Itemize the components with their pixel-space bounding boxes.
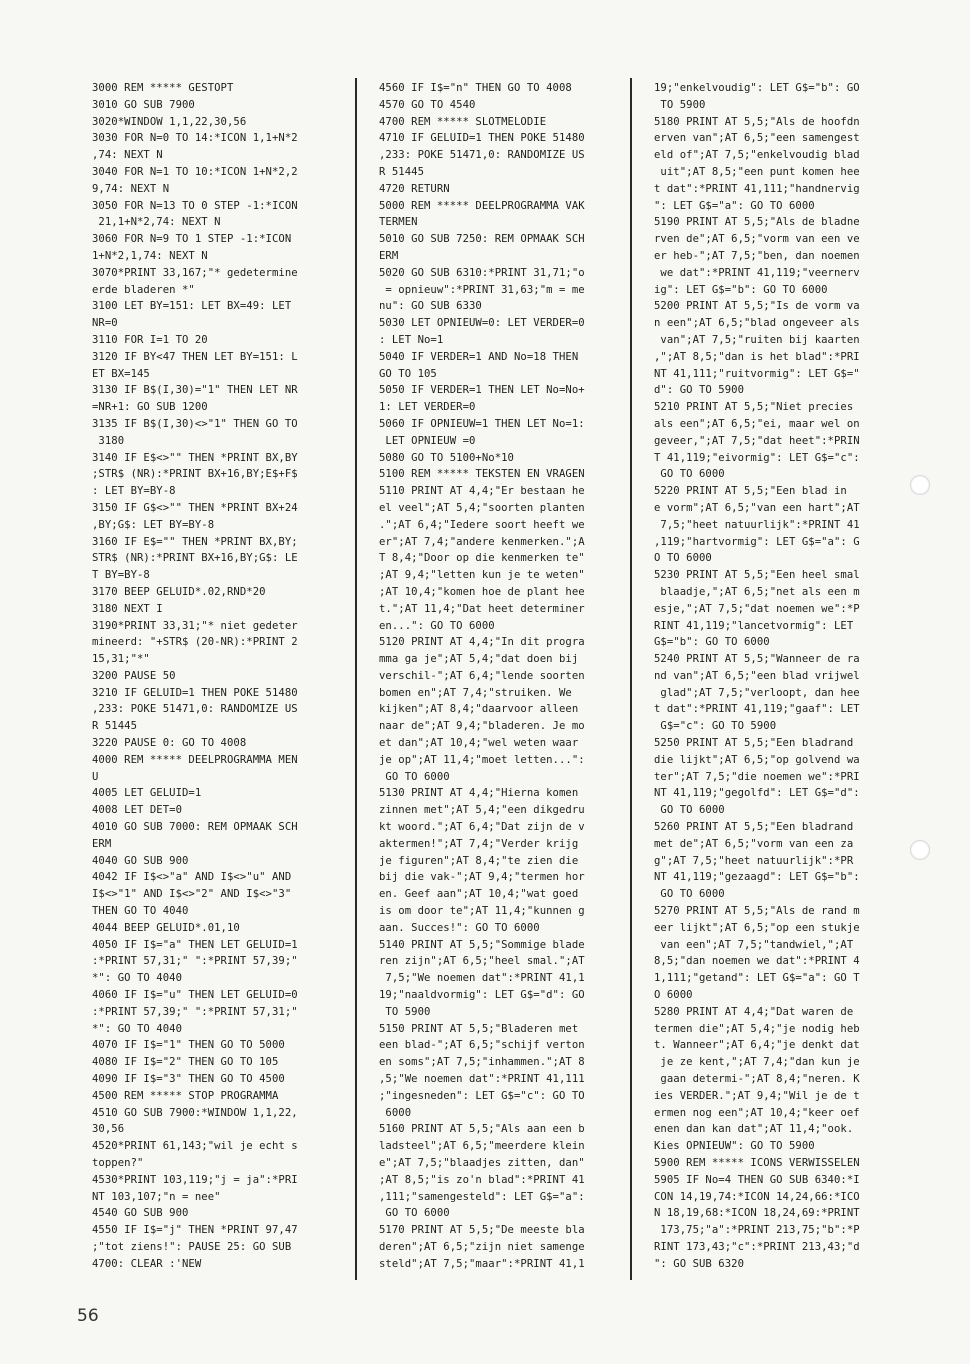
code-line: ": GO SUB 6320 bbox=[654, 1257, 744, 1270]
code-line: 5230 PRINT AT 5,5;"Een heel smal bbox=[654, 569, 860, 582]
code-line: :*PRINT 57,31;" ":*PRINT 57,39;" bbox=[92, 955, 298, 968]
code-line: en soms";AT 7,5;"inhammen.";AT 8 bbox=[379, 1056, 585, 1069]
code-line: toppen?" bbox=[92, 1157, 144, 1169]
code-line: er";AT 7,4;"andere kenmerken.";A bbox=[379, 535, 585, 548]
code-line: e vorm";AT 6,5;"van een hart";AT bbox=[654, 501, 860, 514]
code-line: GO TO 6000 bbox=[654, 804, 725, 817]
code-line: t dat":*PRINT 41,111;"handnervig bbox=[654, 182, 860, 195]
code-line: 5170 PRINT AT 5,5;"De meeste bla bbox=[379, 1224, 585, 1237]
code-line: STR$ (NR):*PRINT BX+16,BY;G$: LE bbox=[92, 552, 298, 565]
code-line: bij die vak-";AT 9,4;"termen hor bbox=[379, 871, 585, 884]
code-line: GO TO 6000 bbox=[379, 1207, 450, 1220]
code-line: ERM bbox=[379, 249, 399, 262]
code-line: 173,75;"a":*PRINT 213,75;"b":*P bbox=[654, 1224, 860, 1237]
code-line: 5905 IF No=4 THEN GO SUB 6340:*I bbox=[654, 1173, 860, 1186]
code-line: t dat":*PRINT 41,119;"gaaf": LET bbox=[654, 703, 860, 716]
code-line: T 8,4;"Door op die kenmerken te" bbox=[379, 552, 585, 565]
code-line: ;"tot ziens!": PAUSE 25: GO SUB bbox=[92, 1240, 292, 1253]
code-line: *": GO TO 4040 bbox=[92, 1022, 182, 1035]
code-line: 3010 GO SUB 7900 bbox=[92, 98, 195, 111]
code-line: ;AT 8,5;"is zo'n blad":*PRINT 41 bbox=[379, 1173, 585, 1186]
code-line: verschil-";AT 6,4;"lende soorten bbox=[379, 669, 585, 682]
code-line: GO TO 6000 bbox=[654, 888, 725, 901]
code-line: 7,5;"heet natuurlijk":*PRINT 41 bbox=[654, 518, 860, 531]
code-line: 7,5;"We noemen dat":*PRINT 41,1 bbox=[379, 972, 585, 985]
code-line: 3200 PAUSE 50 bbox=[92, 669, 176, 682]
code-line: G$="c": GO TO 5900 bbox=[654, 720, 777, 733]
code-line: G$="b": GO TO 6000 bbox=[654, 636, 770, 649]
code-line: 3030 FOR N=0 TO 14:*ICON 1,1+N*2 bbox=[92, 132, 298, 145]
code-line: bomen en";AT 7,4;"struiken. We bbox=[379, 686, 572, 699]
code-line: 5900 REM ***** ICONS VERWISSELEN bbox=[654, 1157, 860, 1169]
code-line: 5000 REM ***** DEELPROGRAMMA VAK bbox=[379, 199, 585, 212]
code-line: RINT 41,119;"lancetvormig": LET bbox=[654, 619, 854, 632]
code-line: el veel";AT 5,4;"soorten planten bbox=[379, 501, 585, 514]
code-line: T 41,119;"eivormig": LET G$="c": bbox=[654, 451, 860, 464]
code-line: we dat":*PRINT 41,119;"veernerv bbox=[654, 266, 860, 279]
code-line: 19;"naaldvormig": LET G$="d": GO bbox=[379, 989, 585, 1002]
code-line: 3135 IF B$(I,30)<>"1" THEN GO TO bbox=[92, 417, 298, 430]
code-line: 5010 GO SUB 7250: REM OPMAAK SCH bbox=[379, 233, 585, 246]
code-line: : LET No=1 bbox=[379, 333, 444, 346]
code-line: 19;"enkelvoudig": LET G$="b": GO bbox=[654, 82, 860, 94]
code-line: ,";AT 8,5;"dan is het blad":*PRI bbox=[654, 350, 860, 363]
code-line: 3210 IF GELUID=1 THEN POKE 51480 bbox=[92, 686, 298, 699]
code-line: g";AT 7,5;"heet natuurlijk":*PR bbox=[654, 854, 854, 867]
code-line: 4005 LET GELUID=1 bbox=[92, 787, 202, 800]
code-line: nu": GO SUB 6330 bbox=[379, 300, 482, 313]
code-line: 5160 PRINT AT 5,5;"Als aan een b bbox=[379, 1123, 585, 1136]
code-line: 1+N*2,1,74: NEXT N bbox=[92, 249, 208, 262]
code-line: GO TO 6000 bbox=[654, 468, 725, 481]
code-line: T BY=BY-8 bbox=[92, 569, 150, 582]
code-line: is om door te";AT 11,4;"kunnen g bbox=[379, 905, 585, 918]
code-line: 5080 GO TO 5100+No*10 bbox=[379, 451, 514, 464]
listing-column-3 bbox=[654, 80, 860, 1273]
code-line: 5060 IF OPNIEUW=1 THEN LET No=1: bbox=[379, 417, 585, 430]
code-line: naar de";AT 9,4;"bladeren. Je mo bbox=[379, 720, 585, 733]
code-line: mineerd: "+STR$ (20-NR):*PRINT 2 bbox=[92, 636, 298, 649]
code-line: R 51445 bbox=[379, 165, 424, 178]
code-line: RINT 173,43;"c":*PRINT 213,43;"d bbox=[654, 1240, 860, 1253]
code-line: 4540 GO SUB 900 bbox=[92, 1207, 189, 1220]
code-line: CON 14,19,74:*ICON 14,24,66:*ICO bbox=[654, 1190, 860, 1203]
code-line: *": GO TO 4040 bbox=[92, 972, 182, 985]
code-line: ;"ingesneden": LET G$="c": GO TO bbox=[379, 1089, 585, 1102]
code-line: enen dan kan dat";AT 11,4;"ook. bbox=[654, 1123, 854, 1136]
code-line: 3040 FOR N=1 TO 10:*ICON 1+N*2,2 bbox=[92, 165, 298, 178]
code-line: 4040 GO SUB 900 bbox=[92, 854, 189, 867]
code-line: 30,56 bbox=[92, 1123, 125, 1136]
code-line: 1,111;"getand": LET G$="a": GO T bbox=[654, 972, 860, 985]
code-line: ;AT 10,4;"komen hoe de plant hee bbox=[379, 585, 585, 598]
code-line: 3220 PAUSE 0: GO TO 4008 bbox=[92, 737, 247, 750]
code-line: 4070 IF I$="1" THEN GO TO 5000 bbox=[92, 1039, 285, 1052]
punch-hole bbox=[910, 475, 930, 495]
code-line: 4042 IF I$<>"a" AND I$<>"u" AND bbox=[92, 871, 292, 884]
code-line: NT 41,111;"ruitvormig": LET G$=" bbox=[654, 367, 860, 380]
code-line: t. Wanneer";AT 6,4;"je denkt dat bbox=[654, 1039, 860, 1052]
code-line: 5240 PRINT AT 5,5;"Wanneer de ra bbox=[654, 653, 860, 666]
code-line: 15,31;"*" bbox=[92, 653, 150, 666]
code-line: 3160 IF E$="" THEN *PRINT BX,BY; bbox=[92, 535, 298, 548]
code-line: ,233: POKE 51471,0: RANDOMIZE US bbox=[379, 149, 585, 162]
code-line: ,5;"We noemen dat":*PRINT 41,111 bbox=[379, 1073, 585, 1086]
code-line: 5200 PRINT AT 5,5;"Is de vorm va bbox=[654, 300, 860, 313]
code-line: TO 5900 bbox=[654, 98, 706, 111]
code-line: van";AT 7,5;"ruiten bij kaarten bbox=[654, 333, 860, 346]
code-line: je figuren";AT 8,4;"te zien die bbox=[379, 854, 579, 867]
code-line: O 6000 bbox=[654, 989, 693, 1002]
code-line: 5100 REM ***** TEKSTEN EN VRAGEN bbox=[379, 468, 585, 481]
code-line: nd van";AT 6,5;"een blad vrijwel bbox=[654, 669, 860, 682]
code-line: 3180 NEXT I bbox=[92, 602, 163, 615]
code-line: ermen nog een";AT 10,4;"keer oef bbox=[654, 1106, 860, 1119]
code-line: ;AT 9,4;"letten kun je te weten" bbox=[379, 569, 585, 582]
code-line: ERM bbox=[92, 837, 112, 850]
code-line: I$<>"1" AND I$<>"2" AND I$<>"3" bbox=[92, 888, 292, 901]
code-line: TERMEN bbox=[379, 216, 418, 229]
code-line: 3050 FOR N=13 TO 0 STEP -1:*ICON bbox=[92, 199, 298, 212]
code-line: NT 41,119;"gezaagd": LET G$="b": bbox=[654, 871, 860, 884]
code-line: 3060 FOR N=9 TO 1 STEP -1:*ICON bbox=[92, 233, 292, 246]
code-line: deren";AT 6,5;"zijn niet samenge bbox=[379, 1240, 585, 1253]
code-line: 4060 IF I$="u" THEN LET GELUID=0 bbox=[92, 989, 298, 1002]
code-line: eld of";AT 7,5;"enkelvoudig blad bbox=[654, 149, 860, 162]
code-line: 4530*PRINT 103,119;"j = ja":*PRI bbox=[92, 1173, 298, 1186]
code-line: 3000 REM ***** GESTOPT bbox=[92, 82, 234, 94]
code-line: en...": GO TO 6000 bbox=[379, 619, 495, 632]
code-line: kt woord.";AT 6,4;"Dat zijn de v bbox=[379, 821, 585, 834]
code-line: n een";AT 6,5;"blad ongeveer als bbox=[654, 317, 860, 330]
code-line: 4080 IF I$="2" THEN GO TO 105 bbox=[92, 1056, 279, 1069]
code-line: 4520*PRINT 61,143;"wil je echt s bbox=[92, 1140, 298, 1153]
code-line: 5040 IF VERDER=1 AND No=18 THEN bbox=[379, 350, 579, 363]
code-line: 4500 REM ***** STOP PROGRAMMA bbox=[92, 1089, 279, 1102]
code-line: glad";AT 7,5;"verloopt, dan hee bbox=[654, 686, 860, 699]
code-line: geveer,";AT 7,5;"dat heet":*PRIN bbox=[654, 434, 860, 447]
code-line: ig": LET G$="b": GO TO 6000 bbox=[654, 283, 828, 296]
code-line: 3170 BEEP GELUID*.02,RND*20 bbox=[92, 585, 266, 598]
code-line: O TO 6000 bbox=[654, 552, 712, 565]
code-line: 8,5;"dan noemen we dat":*PRINT 4 bbox=[654, 955, 860, 968]
code-line: 5270 PRINT AT 5,5;"Als de rand m bbox=[654, 905, 860, 918]
code-line: 4008 LET DET=0 bbox=[92, 804, 182, 817]
code-line: 5110 PRINT AT 4,4;"Er bestaan he bbox=[379, 485, 585, 498]
code-line: ,111;"samengesteld": LET G$="a": bbox=[379, 1190, 585, 1203]
code-line: U bbox=[92, 770, 99, 783]
code-line: 4000 REM ***** DEELPROGRAMMA MEN bbox=[92, 753, 298, 766]
column-divider bbox=[630, 78, 632, 1280]
code-line: die lijkt";AT 6,5;"op golvend wa bbox=[654, 753, 860, 766]
code-line: 3180 bbox=[92, 434, 125, 447]
code-line: NR=0 bbox=[92, 317, 118, 330]
code-line: 4560 IF I$="n" THEN GO TO 4008 bbox=[379, 82, 572, 94]
code-line: 3100 LET BY=151: LET BX=49: LET bbox=[92, 300, 292, 313]
code-line: d": GO TO 5900 bbox=[654, 384, 744, 397]
code-line: erde bladeren *" bbox=[92, 283, 195, 296]
code-line: ,74: NEXT N bbox=[92, 149, 163, 162]
code-line: 4090 IF I$="3" THEN GO TO 4500 bbox=[92, 1073, 285, 1086]
code-line: .";AT 6,4;"Iedere soort heeft we bbox=[379, 518, 585, 531]
code-line: 3140 IF E$<>"" THEN *PRINT BX,BY bbox=[92, 451, 298, 464]
code-line: 4710 IF GELUID=1 THEN POKE 51480 bbox=[379, 132, 585, 145]
code-line: 5210 PRINT AT 5,5;"Niet precies bbox=[654, 401, 854, 414]
code-line: met de";AT 6,5;"vorm van een za bbox=[654, 837, 854, 850]
code-line: 3120 IF BY<47 THEN LET BY=151: L bbox=[92, 350, 298, 363]
code-line: uit";AT 8,5;"een punt komen hee bbox=[654, 165, 860, 178]
column-divider bbox=[355, 78, 357, 1280]
code-line: NT 103,107;"n = nee" bbox=[92, 1190, 221, 1203]
code-line: ,119;"hartvormig": LET G$="a": G bbox=[654, 535, 860, 548]
listing-column-1 bbox=[92, 80, 298, 1273]
code-line: R 51445 bbox=[92, 720, 137, 733]
code-line: eer lijkt";AT 6,5;"op een stukje bbox=[654, 921, 860, 934]
code-line: 4010 GO SUB 7000: REM OPMAAK SCH bbox=[92, 821, 298, 834]
code-line: 5030 LET OPNIEUW=0: LET VERDER=0 bbox=[379, 317, 585, 330]
code-line: van een";AT 7,5;"tandwiel,";AT bbox=[654, 938, 854, 951]
code-line: 5120 PRINT AT 4,4;"In dit progra bbox=[379, 636, 585, 649]
code-line: 4044 BEEP GELUID*.01,10 bbox=[92, 921, 240, 934]
code-line: 4550 IF I$="j" THEN *PRINT 97,47 bbox=[92, 1224, 298, 1237]
code-line: 5280 PRINT AT 4,4;"Dat waren de bbox=[654, 1005, 854, 1018]
code-line: t.";AT 11,4;"Dat heet determiner bbox=[379, 602, 585, 615]
code-line: ET BX=145 bbox=[92, 367, 150, 380]
code-line: 5150 PRINT AT 5,5;"Bladeren met bbox=[379, 1022, 579, 1035]
code-line: aktermen!";AT 7,4;"Verder krijg bbox=[379, 837, 579, 850]
code-line: kijken";AT 8,4;"daarvoor alleen bbox=[379, 703, 579, 716]
code-line: 5260 PRINT AT 5,5;"Een bladrand bbox=[654, 821, 854, 834]
code-line: ,BY;G$: LET BY=BY-8 bbox=[92, 518, 215, 531]
listing-column-2 bbox=[379, 80, 585, 1273]
code-line: et dan";AT 10,4;"wel weten waar bbox=[379, 737, 579, 750]
code-line: 5130 PRINT AT 4,4;"Hierna komen bbox=[379, 787, 579, 800]
code-line: ,233: POKE 51471,0: RANDOMIZE US bbox=[92, 703, 298, 716]
code-line: en. Geef aan";AT 10,4;"wat goed bbox=[379, 888, 579, 901]
code-line: GO TO 6000 bbox=[379, 770, 450, 783]
code-line: ;STR$ (NR):*PRINT BX+16,BY;E$+F$ bbox=[92, 468, 298, 481]
code-line: er heb-";AT 7,5;"ben, dan noemen bbox=[654, 249, 860, 262]
code-line: 4720 RETURN bbox=[379, 182, 450, 195]
code-line: 3150 IF G$<>"" THEN *PRINT BX+24 bbox=[92, 501, 298, 514]
code-line: mma ga je";AT 5,4;"dat doen bij bbox=[379, 653, 579, 666]
code-line: esje,";AT 7,5;"dat noemen we":*P bbox=[654, 602, 860, 615]
code-line: steld";AT 7,5;"maar":*PRINT 41,1 bbox=[379, 1257, 585, 1270]
code-line: TO 5900 bbox=[379, 1005, 431, 1018]
code-line: e";AT 7,5;"blaadjes zitten, dan" bbox=[379, 1157, 585, 1169]
code-line: NT 41,119;"gegolfd": LET G$="d": bbox=[654, 787, 860, 800]
code-line: 4700 REM ***** SLOTMELODIE bbox=[379, 115, 547, 128]
code-line: ies VERDER.";AT 9,4;"Wil je de t bbox=[654, 1089, 860, 1102]
code-line: 9,74: NEXT N bbox=[92, 182, 170, 195]
code-line: je op";AT 11,4;"moet letten...": bbox=[379, 753, 585, 766]
code-line: 3110 FOR I=1 TO 20 bbox=[92, 333, 208, 346]
code-line: THEN GO TO 4040 bbox=[92, 905, 189, 918]
page-number: 56 bbox=[77, 1306, 99, 1326]
code-line: 4510 GO SUB 7900:*WINDOW 1,1,22, bbox=[92, 1106, 298, 1119]
code-line: erven van";AT 6,5;"een samengest bbox=[654, 132, 860, 145]
code-line: ": LET G$="a": GO TO 6000 bbox=[654, 199, 815, 212]
code-line: een blad-";AT 6,5;"schijf verton bbox=[379, 1039, 585, 1052]
code-line: 5250 PRINT AT 5,5;"Een bladrand bbox=[654, 737, 854, 750]
code-line: 4050 IF I$="a" THEN LET GELUID=1 bbox=[92, 938, 298, 951]
code-line: 5190 PRINT AT 5,5;"Als de bladne bbox=[654, 216, 860, 229]
code-line: GO TO 105 bbox=[379, 367, 437, 380]
code-line: :*PRINT 57,39;" ":*PRINT 57,31;" bbox=[92, 1005, 298, 1018]
code-line: zinnen met";AT 5,4;"een dikgedru bbox=[379, 804, 585, 817]
code-line: rven de";AT 6,5;"vorm van een ve bbox=[654, 233, 860, 246]
code-line: 5180 PRINT AT 5,5;"Als de hoofdn bbox=[654, 115, 860, 128]
code-line: N 18,19,68:*ICON 18,24,69:*PRINT bbox=[654, 1207, 860, 1220]
code-line: 4700: CLEAR :'NEW bbox=[92, 1257, 202, 1270]
code-line: 5020 GO SUB 6310:*PRINT 31,71;"o bbox=[379, 266, 585, 279]
code-line: 3070*PRINT 33,167;"* gedetermine bbox=[92, 266, 298, 279]
code-line: 5140 PRINT AT 5,5;"Sommige blade bbox=[379, 938, 585, 951]
code-line: je ze kent,";AT 7,4;"dan kun je bbox=[654, 1056, 860, 1069]
code-line: ter";AT 7,5;"die noemen we":*PRI bbox=[654, 770, 860, 783]
code-line: gaan determi-";AT 8,4;"neren. K bbox=[654, 1073, 860, 1086]
code-line: 5220 PRINT AT 5,5;"Een blad in bbox=[654, 485, 847, 498]
code-line: aan. Succes!": GO TO 6000 bbox=[379, 921, 540, 934]
code-line: 1: LET VERDER=0 bbox=[379, 401, 476, 414]
code-line: 3190*PRINT 33,31;"* niet gedeter bbox=[92, 619, 298, 632]
code-line: 3020*WINDOW 1,1,22,30,56 bbox=[92, 115, 247, 128]
code-line: termen die";AT 5,4;"je nodig heb bbox=[654, 1022, 860, 1035]
code-line: 4570 GO TO 4540 bbox=[379, 98, 476, 111]
code-line: 3130 IF B$(I,30)="1" THEN LET NR bbox=[92, 384, 298, 397]
code-line: Kies OPNIEUW": GO TO 5900 bbox=[654, 1140, 815, 1153]
code-line: ladsteel";AT 6,5;"meerdere klein bbox=[379, 1140, 585, 1153]
code-line: =NR+1: GO SUB 1200 bbox=[92, 401, 208, 414]
code-line: ren zijn";AT 6,5;"heel smal.";AT bbox=[379, 955, 585, 968]
punch-hole bbox=[910, 840, 930, 860]
code-line: blaadje,";AT 6,5;"net als een m bbox=[654, 585, 860, 598]
code-line: LET OPNIEUW =0 bbox=[379, 434, 476, 447]
code-line: 5050 IF VERDER=1 THEN LET No=No+ bbox=[379, 384, 585, 397]
code-line: 6000 bbox=[379, 1106, 412, 1119]
code-line: : LET BY=BY-8 bbox=[92, 485, 176, 498]
code-line: = opnieuw":*PRINT 31,63;"m = me bbox=[379, 283, 585, 296]
code-line: als een";AT 6,5;"ei, maar wel on bbox=[654, 417, 860, 430]
code-line: 21,1+N*2,74: NEXT N bbox=[92, 216, 221, 229]
